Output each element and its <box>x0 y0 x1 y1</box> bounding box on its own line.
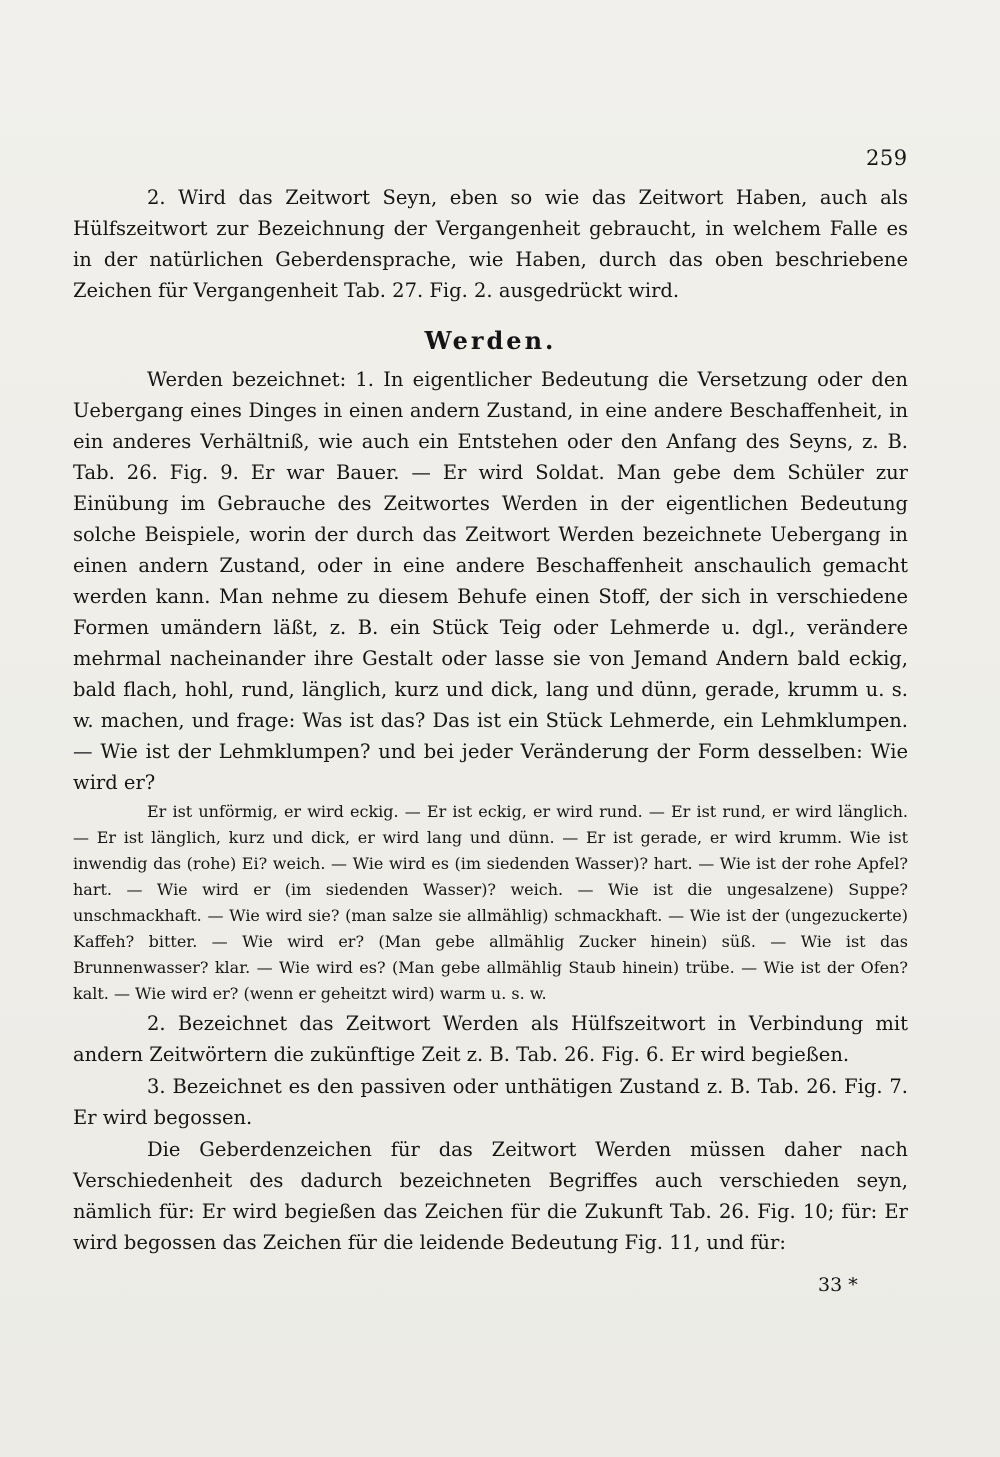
paragraph-seyn-auxiliary: 2. Wird das Zeitwort Seyn, eben so wie das Zeitwort Haben, auch als Hülfszeitwort zur Bezeichnung der Vergangenheit gebraucht, in welchem Falle es in der natürlichen Geberdensprache, wie Haben, durch das oben beschriebene Zeichen für Vergangenheit Tab. 27. Fig. 2. ausgedrückt wird. <box>73 186 908 302</box>
paragraph-passive: 3. Bezeichnet es den passiven oder unthätigen Zustand z. B. Tab. 26. Fig. 7. Er wird begossen. <box>73 1075 908 1129</box>
body-text <box>73 182 908 1258</box>
paragraph-werden-meaning: Werden bezeichnet: 1. In eigentlicher Bedeutung die Versetzung oder den Uebergang eines Dinges in einen andern Zustand, in eine andere Beschaffenheit, in ein anderes Verhältniß, wie auch ein Entstehen oder den Anfang des Seyns, z. B. Tab. 26. Fig. 9. Er war Bauer. — Er wird Soldat. Man gebe dem Schüler zur Einübung im Gebrauche des Zeitwortes Werden in der eigentlichen Bedeutung solche Beispiele, worin der durch das Zeitwort Werden bezeichnete Uebergang in einen andern Zustand, oder in eine andere Beschaffenheit anschaulich gemacht werden kann. Man nehme zu diesem Behufe einen Stoff, der sich in verschiedene Formen umändern läßt, z. B. ein Stück Teig oder Lehmerde u. dgl., verändere mehrmal nacheinander ihre Gestalt oder lasse sie von Jemand Andern bald eckig, bald flach, hohl, rund, länglich, kurz und dick, lang und dünn, gerade, krumm u. s. w. machen, und frage: Was ist das? Das ist ein Stück Lehmerde, ein Lehmklumpen. — Wie ist der Lehmklumpen? und bei jeder Veränderung der Form desselben: Wie wird er? <box>73 368 908 794</box>
paragraph-signs: Die Geberdenzeichen für das Zeitwort Werden müssen daher nach Verschiedenheit des dadurch bezeichneten Begriffes auch verschieden seyn, nämlich für: Er wird begießen das Zeichen für die Zukunft Tab. 26. Fig. 10; für: Er wird begossen das Zeichen für die leidende Bedeutung Fig. 11, und für: <box>73 1138 908 1254</box>
section-heading: Werden. <box>424 326 557 355</box>
paragraph-future: 2. Bezeichnet das Zeitwort Werden als Hülfszeitwort in Verbindung mit andern Zeitwörtern die zukünftige Zeit z. B. Tab. 26. Fig. 6. Er wird begießen. <box>73 1012 908 1066</box>
page-number: 259 <box>866 146 908 170</box>
sheet-signature: 33 * <box>818 1274 858 1296</box>
paragraph-examples: Er ist unförmig, er wird eckig. — Er ist eckig, er wird rund. — Er ist rund, er wird länglich. — Er ist länglich, kurz und dick, er wird lang und dünn. — Er ist gerade, er wird krumm. Wie ist inwendig das (rohe) Ei? weich. — Wie wird es (im siedenden Wasser)? hart. — Wie ist der rohe Apfel? hart. — Wie wird er (im siedenden Wasser)? weich. — Wie ist die ungesalzene) Suppe? unschmackhaft. — Wie wird sie? (man salze sie allmählig) schmackhaft. — Wie ist der (ungezuckerte) Kaffeh? bitter. — Wie wird er? (Man gebe allmählig Zucker hinein) süß. — Wie ist das Brunnenwasser? klar. — Wie wird es? (Man gebe allmählig Staub hinein) trübe. — Wie ist der Ofen? kalt. — Wie wird er? (wenn er geheitzt wird) warm u. s. w. <box>73 802 908 1003</box>
